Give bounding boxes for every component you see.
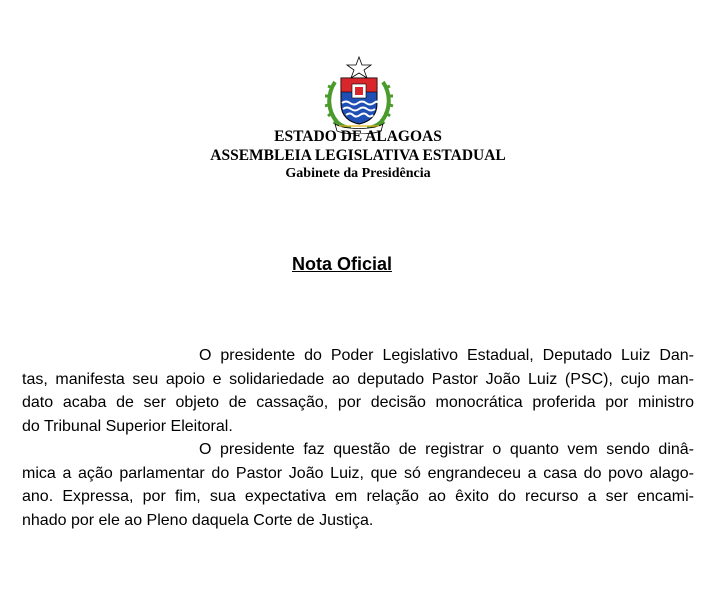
body-line: tas, manifesta seu apoio e solidariedade ao deputado Pastor João Luiz (PSC), cujo man-	[22, 370, 694, 388]
state-title: ESTADO DE ALAGOAS	[274, 128, 442, 145]
note-title: Nota Oficial	[292, 254, 393, 274]
cabinet-subtitle: Gabinete da Presidência	[285, 166, 431, 181]
body-line: do Tribunal Superior Eleitoral.	[22, 417, 233, 435]
coat-of-arms-icon	[321, 56, 397, 134]
body-line: ano. Expressa, por fim, sua expectativa em relação ao êxito do recurso a ser encami-	[22, 488, 694, 505]
body-line: mica a ação parlamentar do Pastor João Luiz, que só engrandeceu a casa do povo alago-	[22, 464, 694, 482]
body-line: O presidente faz questão de registrar o quanto vem sendo dinâ-	[199, 441, 694, 458]
body-line: dato acaba de ser objeto de cassação, por decisão monocrática proferida por ministro	[22, 394, 694, 411]
body-line: nhado por ele ao Pleno daquela Corte de Justiça.	[22, 511, 374, 529]
body-line: O presidente do Poder Legislativo Estadual, Deputado Luiz Dan-	[199, 347, 694, 364]
assembly-title: ASSEMBLEIA LEGISLATIVA ESTADUAL	[210, 147, 506, 164]
